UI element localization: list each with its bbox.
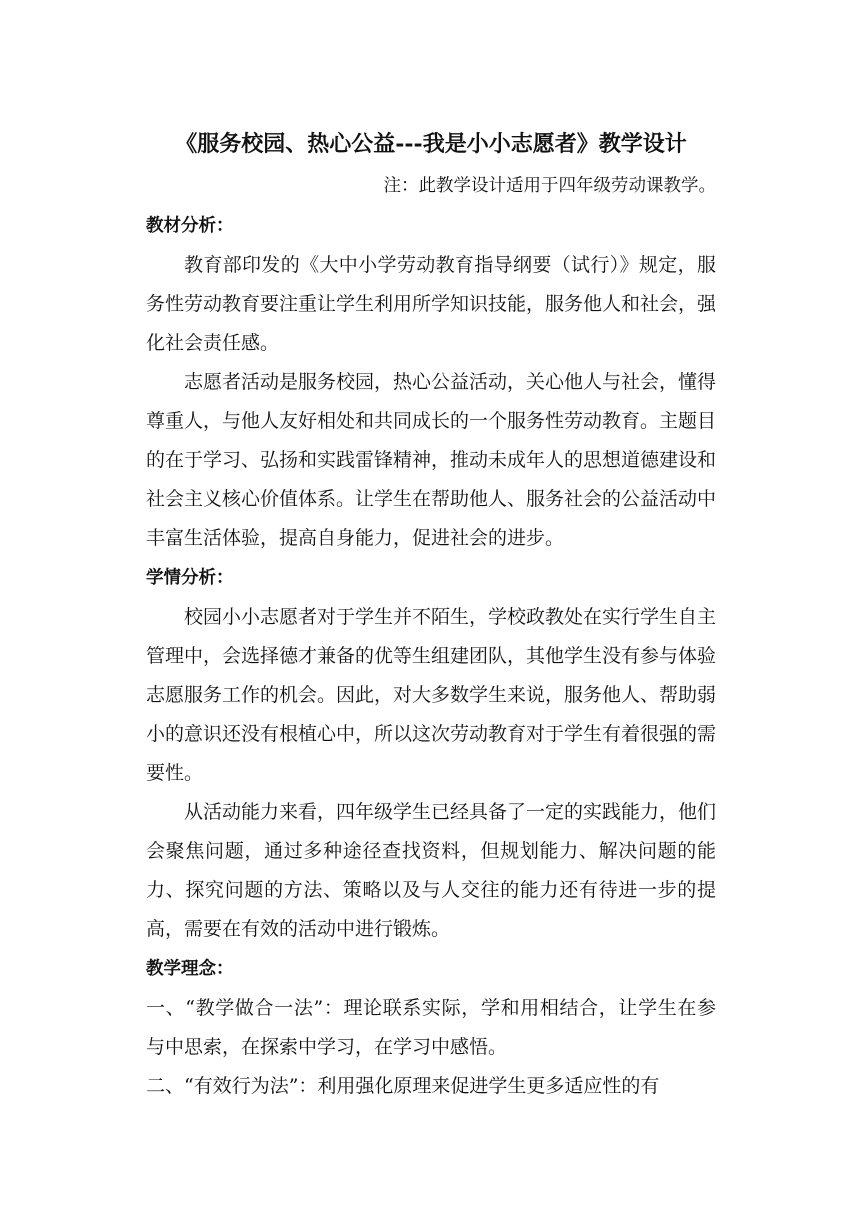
section-heading: 教学理念：	[146, 959, 234, 979]
paragraph: 志愿者活动是服务校园，热心公益活动，关心他人与社会，懂得尊重人，与他人友好相处和共同成长的一个服务性劳动教育。主题目的在于学习、弘扬和实践雷锋精神，推动未成年人的思想道德建设和社会主义核心价值体系。让学生在帮助他人、服务社会的公益活动中丰富生活体验，提高自身能力，促进社会的进步。	[146, 371, 717, 549]
section-student-analysis	[146, 558, 716, 949]
paragraph: 从活动能力来看，四年级学生已经具备了一定的实践能力，他们会聚焦问题，通过多种途径查找资料，但规划能力、解决问题的能力、探究问题的方法、策略以及与人交往的能力还有待进一步的提高，需要在有效的活动中进行锻炼。	[146, 801, 717, 940]
section-teaching-philosophy	[146, 949, 716, 1106]
section-heading: 教材分析：	[146, 216, 234, 236]
document-body	[146, 122, 716, 1106]
paragraph: 校园小小志愿者对于学生并不陌生，学校政教处在实行学生自主管理中，会选择德才兼备的优等生组建团队，其他学生没有参与体验志愿服务工作的机会。因此，对大多数学生来说，服务他人、帮助弱小的意识还没有根植心中，所以这次劳动教育对于学生有着很强的需要性。	[146, 606, 717, 784]
applicability-note: 注：此教学设计适用于四年级劳动课教学。	[383, 176, 716, 196]
section-heading: 学情分析：	[146, 568, 234, 588]
paragraph: 教育部印发的《大中小学劳动教育指导纲要（试行）》规定，服务性劳动教育要注重让学生利用所学知识技能，服务他人和社会，强化社会责任感。	[146, 254, 717, 354]
paragraph: 一、“教学做合一法”：理论联系实际，学和用相结合，让学生在参与中思索，在探索中学习，在学习中感悟。	[146, 997, 716, 1058]
paragraph: 二、“有效行为法”：利用强化原理来促进学生更多适应性的有	[146, 1075, 660, 1097]
section-textbook-analysis	[146, 206, 716, 558]
document-title: 《服务校园、热心公益---我是小小志愿者》教学设计	[175, 131, 687, 157]
